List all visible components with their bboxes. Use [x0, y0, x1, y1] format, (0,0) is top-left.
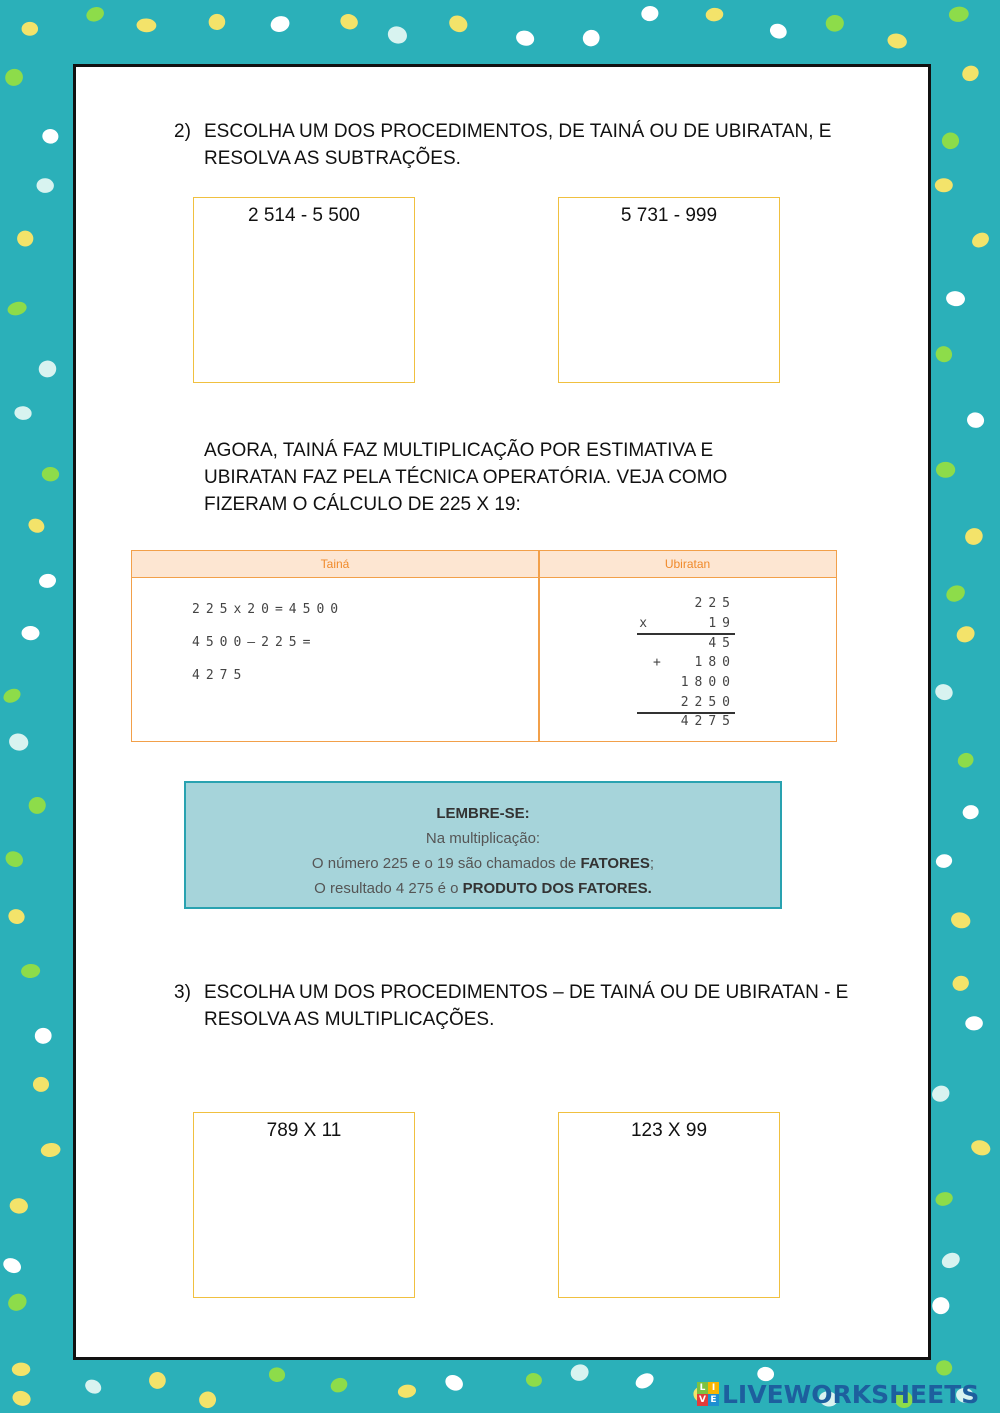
polka-dot	[961, 804, 979, 821]
polka-dot	[328, 1375, 349, 1395]
polka-dot	[951, 974, 971, 993]
polka-dot	[705, 7, 724, 22]
polka-dot	[38, 573, 57, 589]
polka-dot	[941, 131, 960, 150]
remember-title: LEMBRE-SE:	[436, 805, 530, 822]
polka-dot	[525, 1372, 543, 1388]
polka-dot	[207, 13, 226, 31]
answer-box-label: 789 X 11	[266, 1120, 342, 1141]
polka-dot	[197, 1390, 218, 1411]
liveworksheets-logo-text: LIVEWORKSHEETS	[722, 1379, 980, 1409]
taina-line-3: 4275	[192, 668, 248, 683]
ubiratan-row-4: + 180	[653, 655, 736, 670]
polka-dot	[7, 731, 30, 752]
polka-dot	[38, 360, 57, 379]
question-2-number: 2)	[174, 121, 191, 142]
polka-dot	[397, 1383, 417, 1399]
polka-dot	[1, 686, 23, 705]
question-2	[76, 118, 928, 178]
polka-dot	[41, 466, 59, 482]
polka-dot	[929, 1083, 952, 1105]
polka-dot	[948, 5, 970, 23]
ubiratan-row-3: 45	[708, 636, 736, 651]
polka-dot	[768, 21, 789, 41]
ubiratan-row-6: 2250	[680, 695, 736, 710]
polka-dot	[83, 1377, 104, 1396]
question-3	[76, 979, 928, 1039]
polka-dot	[446, 12, 470, 35]
polka-dot	[385, 24, 409, 47]
ubiratan-row-5: 1800	[680, 675, 736, 690]
polka-dot	[40, 1142, 61, 1158]
polka-dot	[962, 525, 985, 547]
polka-dot	[969, 230, 991, 251]
ubiratan-row-7: 4275	[680, 714, 736, 729]
polka-dot	[939, 1250, 962, 1271]
polka-dot	[929, 1294, 952, 1317]
polka-dot	[886, 32, 908, 50]
remember-line-1: Na multiplicação:	[425, 830, 541, 847]
polka-dot	[147, 1370, 168, 1391]
methods-divider	[538, 551, 540, 741]
polka-dot	[934, 1190, 955, 1208]
polka-dot	[33, 1077, 50, 1093]
polka-dot	[954, 623, 977, 645]
polka-dot	[17, 230, 34, 247]
polka-dot	[969, 1138, 992, 1158]
question-2-text: ESCOLHA UM DOS PROCEDIMENTOS, DE TAINÁ OU DE UBIRATAN, E RESOLVA AS SUBTRAÇÕES.	[204, 121, 832, 169]
intro-text: AGORA, TAINÁ FAZ MULTIPLICAÇÃO POR ESTIMATIVA E UBIRATAN FAZ PELA TÉCNICA OPERATÓRIA. VEJA COMO FIZERAM O CÁLCULO DE 225 X 19:	[204, 440, 728, 515]
taina-line-1: 225x20=4500	[192, 602, 345, 617]
remember-line-2: O número 225 e o 19 são chamados de FATORES;	[311, 855, 655, 872]
polka-dot	[20, 963, 40, 979]
polka-dot	[26, 516, 47, 535]
polka-dot	[965, 1016, 983, 1031]
polka-dot	[443, 1372, 466, 1394]
polka-dot	[955, 750, 976, 770]
polka-dot	[14, 405, 33, 421]
polka-dot	[136, 18, 157, 33]
polka-dot	[514, 28, 536, 48]
polka-dot	[944, 582, 968, 605]
answer-box-multiplication-1[interactable]	[193, 1112, 415, 1298]
answer-box-subtraction-2[interactable]	[558, 197, 780, 383]
polka-dot	[933, 682, 955, 703]
liveworksheets-logo[interactable]	[697, 1378, 979, 1410]
polka-dot	[41, 128, 59, 145]
question-3-text: ESCOLHA UM DOS PROCEDIMENTOS – DE TAINÁ OU DE UBIRATAN - E RESOLVA AS MULTIPLICAÇÕES.	[204, 982, 849, 1030]
polka-dot	[825, 14, 845, 32]
polka-dot	[1, 1255, 24, 1276]
polka-dot	[5, 1290, 30, 1314]
polka-dot	[6, 907, 26, 926]
polka-dot	[21, 626, 39, 641]
polka-dot	[34, 1027, 52, 1044]
polka-dot	[338, 12, 360, 32]
polka-dot	[11, 1389, 33, 1408]
polka-dot	[949, 910, 972, 930]
polka-dot	[3, 66, 26, 88]
polka-dot	[633, 1370, 656, 1391]
polka-dot	[9, 1197, 29, 1214]
polka-dot	[22, 22, 38, 36]
polka-dot	[568, 1362, 591, 1384]
remember-line-3: O resultado 4 275 é o PRODUTO DOS FATORES.	[314, 880, 652, 897]
ubiratan-header: Ubiratan	[539, 551, 836, 578]
answer-box-label: 2 514 - 5 500	[248, 205, 360, 226]
polka-dot	[3, 848, 26, 869]
polka-dot	[580, 27, 603, 49]
polka-dot	[935, 1359, 954, 1377]
polka-dot	[640, 5, 659, 22]
taina-header: Tainá	[132, 551, 538, 578]
answer-box-label: 5 731 - 999	[620, 205, 718, 226]
answer-box-subtraction-1[interactable]	[193, 197, 415, 383]
polka-dot	[935, 178, 953, 192]
methods-table	[131, 550, 837, 742]
polka-dot	[36, 178, 54, 194]
polka-dot	[945, 290, 966, 307]
worksheet-page	[73, 64, 931, 1360]
remember-box	[184, 781, 782, 909]
taina-line-2: 4500–225=	[192, 635, 317, 650]
polka-dot	[269, 14, 292, 34]
polka-dot	[84, 5, 106, 24]
question-3-number: 3)	[174, 982, 191, 1003]
polka-dot	[935, 853, 954, 869]
polka-dot	[6, 300, 28, 317]
ubiratan-rule-1	[637, 633, 735, 635]
polka-dot	[933, 343, 955, 365]
polka-dot	[966, 411, 986, 430]
polka-dot	[268, 1366, 286, 1383]
answer-box-label: 123 X 99	[630, 1120, 708, 1141]
ubiratan-row-1: 225	[694, 596, 736, 611]
polka-dot	[959, 63, 981, 84]
answer-box-multiplication-2[interactable]	[558, 1112, 780, 1298]
ubiratan-row-2: x 19	[639, 616, 736, 631]
liveworksheets-icon: L I V E	[697, 1382, 719, 1406]
polka-dot	[936, 462, 956, 478]
polka-dot	[26, 794, 48, 816]
polka-dot	[12, 1362, 31, 1376]
